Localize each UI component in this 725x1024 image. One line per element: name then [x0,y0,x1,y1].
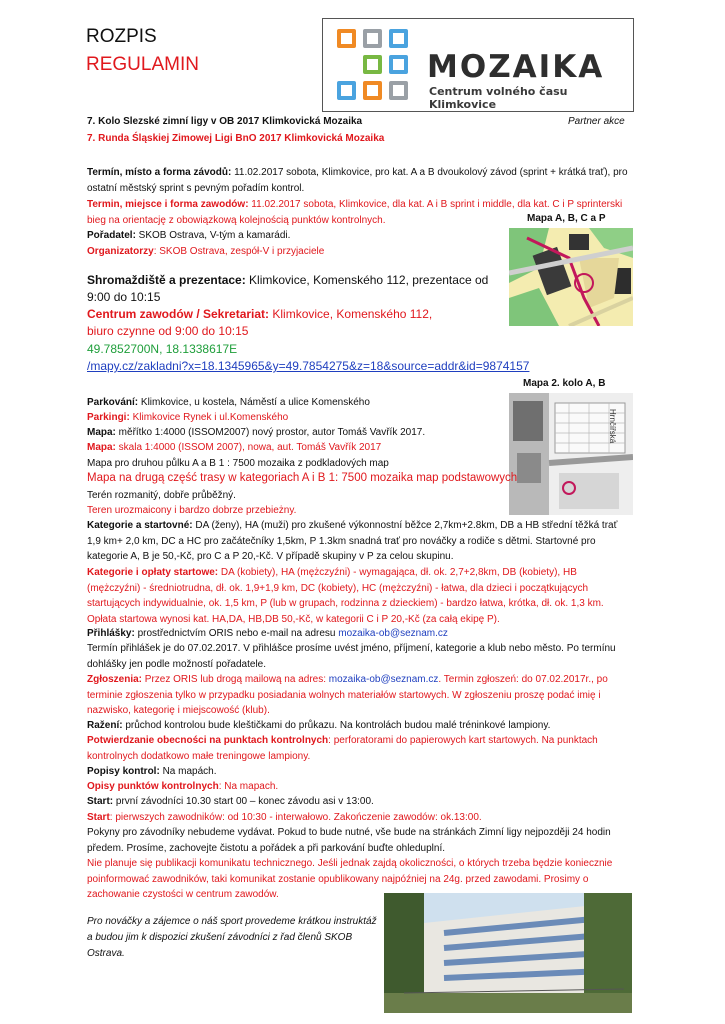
centrum-zawodow: Centrum zawodów / Sekretariat: Klimkovice, Komenského 112, biuro czynne od 9:00 do 10:15 [87,307,433,338]
prihlasky: Přihlášky: prostřednictvím ORIS nebo e-mail na adresu mozaika-ob@seznam.cz [87,628,448,639]
logo-square [363,55,382,74]
mapa-druhy: Mapa pro druhou půlku A a B 1 : 7500 mozaika z podkladových map [87,458,389,469]
heading-regulamin: REGULAMIN [86,54,199,75]
map2-image [509,393,633,515]
map1-label: Mapa A, B, C a P [527,213,606,224]
mapy-link[interactable]: /mapy.cz/zakladni?x=18.1345965&y=49.7854275&z=18&source=addr&id=9874157 [87,359,530,373]
partner-label: Partner akce [568,116,625,127]
prihlasky-termin: Termín přihlášek je do 07.02.2017. V přihlášce prosíme uvést jméno, příjmení, kategorie a klub nebo město. Po termínu dohlášky jen podle možností pořadatele. [87,643,616,670]
gps-coordinates: 49.7852700N, 18.1338617E [87,342,238,356]
email-link-pl[interactable]: mozaika-ob@seznam.cz [328,674,439,685]
start: Start: první závodníci 10.30 start 00 – konec závodu asi v 13:00. [87,796,374,807]
mapa: Mapa: měřítko 1:4000 (ISSOM2007) nový prostor, autor Tomáš Vavřík 2017. [87,427,426,438]
parkovani: Parkování: Klimkovice, u kostela, Náměstí a ulice Komenského [87,397,370,408]
popisy-kontrol: Popisy kontrol: Na mapách. [87,766,217,777]
map1-image [509,228,633,326]
logo-square [389,81,408,100]
map2-street-label: Hrnčířská [608,409,617,444]
parkingi: Parkingi: Klimkovice Rynek i ul.Komenského [87,412,289,423]
zgloszenia: Zgłoszenia: Przez ORIS lub drogą mailową na adres: mozaika-ob@seznam.cz. Termin zgłoszeń: do 07.02.2017r., po terminie zgłoszenia tylko w przypadku posiadania wolnych materiałów startowych. W zgłoszeniu proszę podać imię i nazwisko, kategorię i miejscowość (klub). [87,674,608,716]
termin: Termín, místo a forma závodů: 11.02.2017 sobota, Klimkovice, pro kat. A a B dvoukolový závod (sprint + krátká trať), pro ostatní městský sprint s pevným pořadím kontrol. [87,167,628,194]
logo-wordmark: MOZAIKA [427,49,605,85]
potwierdzanie: Potwierdzanie obecności na punktach kontrolnych: perforatorami do papierowych kart startowych. Na punktach kontrolnych dodatkowo małe treningowe lampiony. [87,735,598,762]
logo-subtitle: Centrum volného času Klimkovice [429,85,568,111]
kategorie: Kategorie a startovné: DA (ženy), HA (muži) pro zkušené výkonnostní běžce 2,7km+2.8km, DB a HB střední těžká trať 1,9 km+ 2,0 km, DC a HC pro začátečníky 1,5km, P 1.3km snadná trať pro nováčky a rodiče s dětmi. Startovné pro kategorie A, B je 50,-Kč, pro C a P 20,-Kč. V případě skupiny v P za celou skupinu. [87,520,618,562]
shromazdiste: Shromaždiště a prezentace: Klimkovice, Komenského 112, prezentace od 9:00 do 10:15 [87,273,489,304]
title-cz: 7. Kolo Slezské zimní ligy v OB 2017 Klimkovická Mozaika [87,116,363,127]
logo-square [389,29,408,48]
teren-pl: Teren urozmaicony i bardzo dobrze przebieżny. [87,505,297,516]
logo-square [337,29,356,48]
logo-square [337,81,356,100]
logo-square [363,29,382,48]
building-photo [384,893,632,1013]
termin-pl: Termin, miejsce i forma zawodów: 11.02.2017 sobota, Klimkovice, dla kat. A i B sprint i middle, dla kat. C i P sprinterski bieg na orientację z obowiązkową kolejnością punktów kontrolnych. [87,199,623,226]
map2-label: Mapa 2. kolo A, B [523,378,606,389]
logo-square [389,55,408,74]
mapa-pl: Mapa: skala 1:4000 (ISSOM 2007), nowa, aut. Tomáš Vavřík 2017 [87,442,382,453]
email-link[interactable]: mozaika-ob@seznam.cz [338,628,448,639]
kategorie-pl: Kategorie i opłaty startowe: DA (kobiety), HA (mężczyźni) - wymagająca, dł. ok. 2,7+2,8km, DB (kobiety), HB (mężczyźni) - średniotrudna, dł. ok. 1,9+1,9 km, DC (kobiety), HC (mężczyźni) - łatwa, dla dzieci i początkujących startujących indywidualnie, ok. 1,5 km, P (lub w grupach, rodzinna z dzieckiem) - bardzo łatwa, krótka, dł. ok. 1,3 km. Opłata startowa wynosi kat. HA,DA, HB,DB 50,-Kč, w kategorii C i P 20,-Kč (za całą ekipę P). [87,567,604,625]
poradatel: Pořadatel: SKOB Ostrava, V-tým a kamarádi. [87,230,291,241]
start-pl: Start: pierwszych zawodników: od 10:30 - interwałowo. Zakończenie zawodów: ok.13:00. [87,812,482,823]
komunikat: Nie planuje się publikacji komunikatu technicznego. Jeśli jednak zajdą okoliczności, o których trzeba będzie koniecznie poinformować zawodników, taki komunikat zostanie opublikowany najpóźniej na 24g. przed zawodami. Prosimy o zachowanie czystości w centrum zawodów. [87,858,613,900]
pokyny: Pokyny pro závodníky nebudeme vydávat. Pokud to bude nutné, vše bude na stránkách Zimní ligy nejpozději 24 hodin předem. Prosíme, zachovejte čistotu a pořádek a při parkování buďte ohleduplní. [87,827,611,854]
organizator: Organizatorzy: SKOB Ostrava, zespół-V i przyjaciele [87,246,325,257]
razeni: Ražení: průchod kontrolou bude kleštičkami do průkazu. Na kontrolách budou malé tréninkové lampiony. [87,720,551,731]
mapa-druga: Mapa na drugą część trasy w kategoriach A i B 1: 7500 mozaika map podstawowych [87,472,518,484]
mozaika-logo [322,18,634,112]
logo-square [363,81,382,100]
opisy-punktow: Opisy punktów kontrolnych: Na mapach. [87,781,279,792]
teren: Terén rozmanitý, dobře průběžný. [87,490,236,501]
title-pl: 7. Runda Śląskiej Zimowej Ligi BnO 2017 Klimkovická Mozaika [87,133,385,144]
heading-rozpis: ROZPIS [86,26,157,47]
novacky-note: Pro nováčky a zájemce o náš sport provedeme krátkou instruktáž a budou jim k dispozici zkušení závodníci z řad členů SKOB Ostrava. [87,916,377,959]
